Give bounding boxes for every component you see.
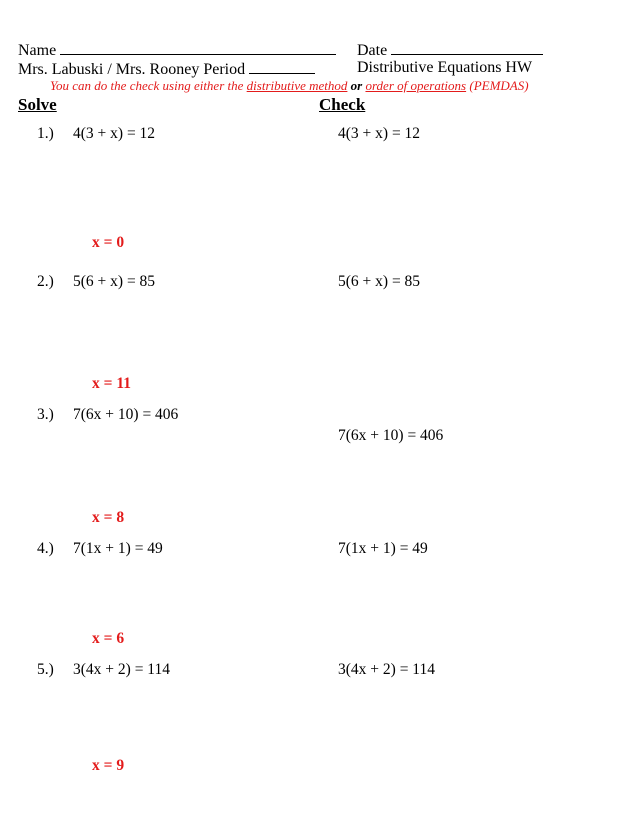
problem-equation: 4(3 + x) = 12 xyxy=(73,125,156,142)
name-blank-line xyxy=(60,40,336,55)
teacher-period-field xyxy=(18,59,315,79)
check-equation: 3(4x + 2) = 114 xyxy=(338,661,435,678)
problem-number: 5.) xyxy=(37,661,54,678)
problem-number: 2.) xyxy=(37,273,54,290)
problem-equation: 3(4x + 2) = 114 xyxy=(73,661,170,678)
instructions-part1: You can do the check using either the xyxy=(50,78,247,93)
instructions-part3: (PEMDAS) xyxy=(466,78,529,93)
instructions-distributive-method: distributive method xyxy=(246,78,348,93)
instructions xyxy=(50,78,529,93)
instructions-or: or xyxy=(347,78,366,93)
name-field xyxy=(18,40,336,60)
check-heading: Check xyxy=(319,95,366,114)
date-field xyxy=(357,40,543,60)
problem-equation: 5(6 + x) = 85 xyxy=(73,273,156,290)
worksheet-title: Distributive Equations HW xyxy=(357,59,533,76)
name-label: Name xyxy=(18,42,57,59)
problem-number: 1.) xyxy=(37,125,54,142)
check-equation: 7(6x + 10) = 406 xyxy=(338,427,444,444)
instructions-order-of-operations: order of operations xyxy=(365,78,467,93)
problem-equation: 7(6x + 10) = 406 xyxy=(73,406,179,423)
answer: x = 11 xyxy=(92,375,131,392)
check-equation: 4(3 + x) = 12 xyxy=(338,125,421,142)
answer: x = 0 xyxy=(92,234,125,251)
period-blank-line xyxy=(249,59,315,74)
answer: x = 8 xyxy=(92,509,125,526)
answer: x = 9 xyxy=(92,757,125,774)
check-equation: 7(1x + 1) = 49 xyxy=(338,540,428,557)
problem-number: 4.) xyxy=(37,540,54,557)
teachers-period-label: Mrs. Labuski / Mrs. Rooney Period xyxy=(18,61,246,78)
solve-heading: Solve xyxy=(18,95,57,114)
date-label: Date xyxy=(357,42,388,59)
answer: x = 6 xyxy=(92,630,125,647)
problem-number: 3.) xyxy=(37,406,54,423)
check-equation: 5(6 + x) = 85 xyxy=(338,273,421,290)
problem-equation: 7(1x + 1) = 49 xyxy=(73,540,163,557)
date-blank-line xyxy=(391,40,543,55)
